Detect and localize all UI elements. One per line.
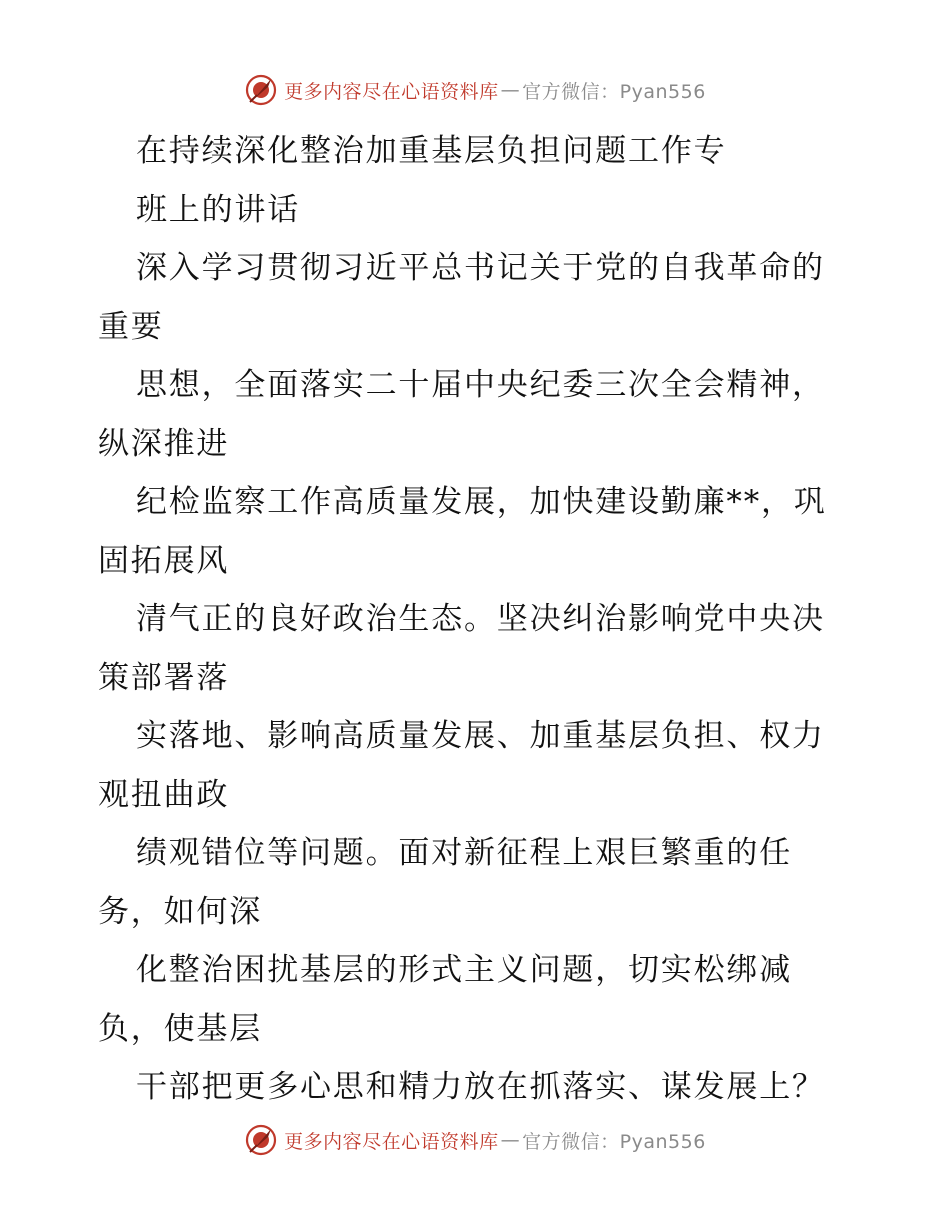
watermark-banner-bottom — [0, 1120, 950, 1160]
document-line: 纵深推进 — [98, 425, 230, 462]
document-line: 纪检监察工作高质量发展，加快建设勤廉**，巩 — [136, 484, 827, 520]
document-line: 深入学习贯彻习近平总书记关于党的自我革命的 — [136, 250, 825, 286]
document-line: 务，如何深 — [98, 893, 262, 930]
document-line: 干部把更多心思和精力放在抓落实、谋发展上？ — [136, 1069, 825, 1105]
watermark-dash: — — [500, 79, 521, 101]
quill-seal-icon — [244, 1123, 278, 1157]
document-line: 重要 — [98, 308, 164, 345]
document-body — [98, 122, 868, 1117]
document-line: 固拓展风 — [98, 542, 230, 579]
watermark-brand-text: 更多内容尽在心语资料库 — [284, 80, 499, 103]
document-line: 观扭曲政 — [98, 776, 230, 813]
document-line: 清气正的良好政治生态。坚决纠治影响党中央决 — [136, 601, 825, 637]
quill-seal-icon — [244, 73, 278, 107]
watermark-banner-top — [0, 70, 950, 110]
document-line: 负，使基层 — [98, 1010, 262, 1047]
document-line: 思想，全面落实二十届中央纪委三次全会精神， — [136, 367, 825, 403]
document-line: 实落地、影响高质量发展、加重基层负担、权力 — [136, 718, 825, 754]
document-line: 在持续深化整治加重基层负担问题工作专 — [136, 133, 727, 169]
document-line: 策部署落 — [98, 659, 230, 696]
watermark-wechat-text: 官方微信：Pyan556 — [522, 1130, 706, 1153]
document-line: 化整治困扰基层的形式主义问题，切实松绑减 — [136, 952, 792, 988]
document-line: 班上的讲话 — [136, 191, 300, 228]
document-line: 绩观错位等问题。面对新征程上艰巨繁重的任 — [136, 835, 792, 871]
watermark-dash: — — [500, 1129, 521, 1151]
watermark-brand-text: 更多内容尽在心语资料库 — [284, 1130, 499, 1153]
watermark-wechat-text: 官方微信：Pyan556 — [522, 80, 706, 103]
